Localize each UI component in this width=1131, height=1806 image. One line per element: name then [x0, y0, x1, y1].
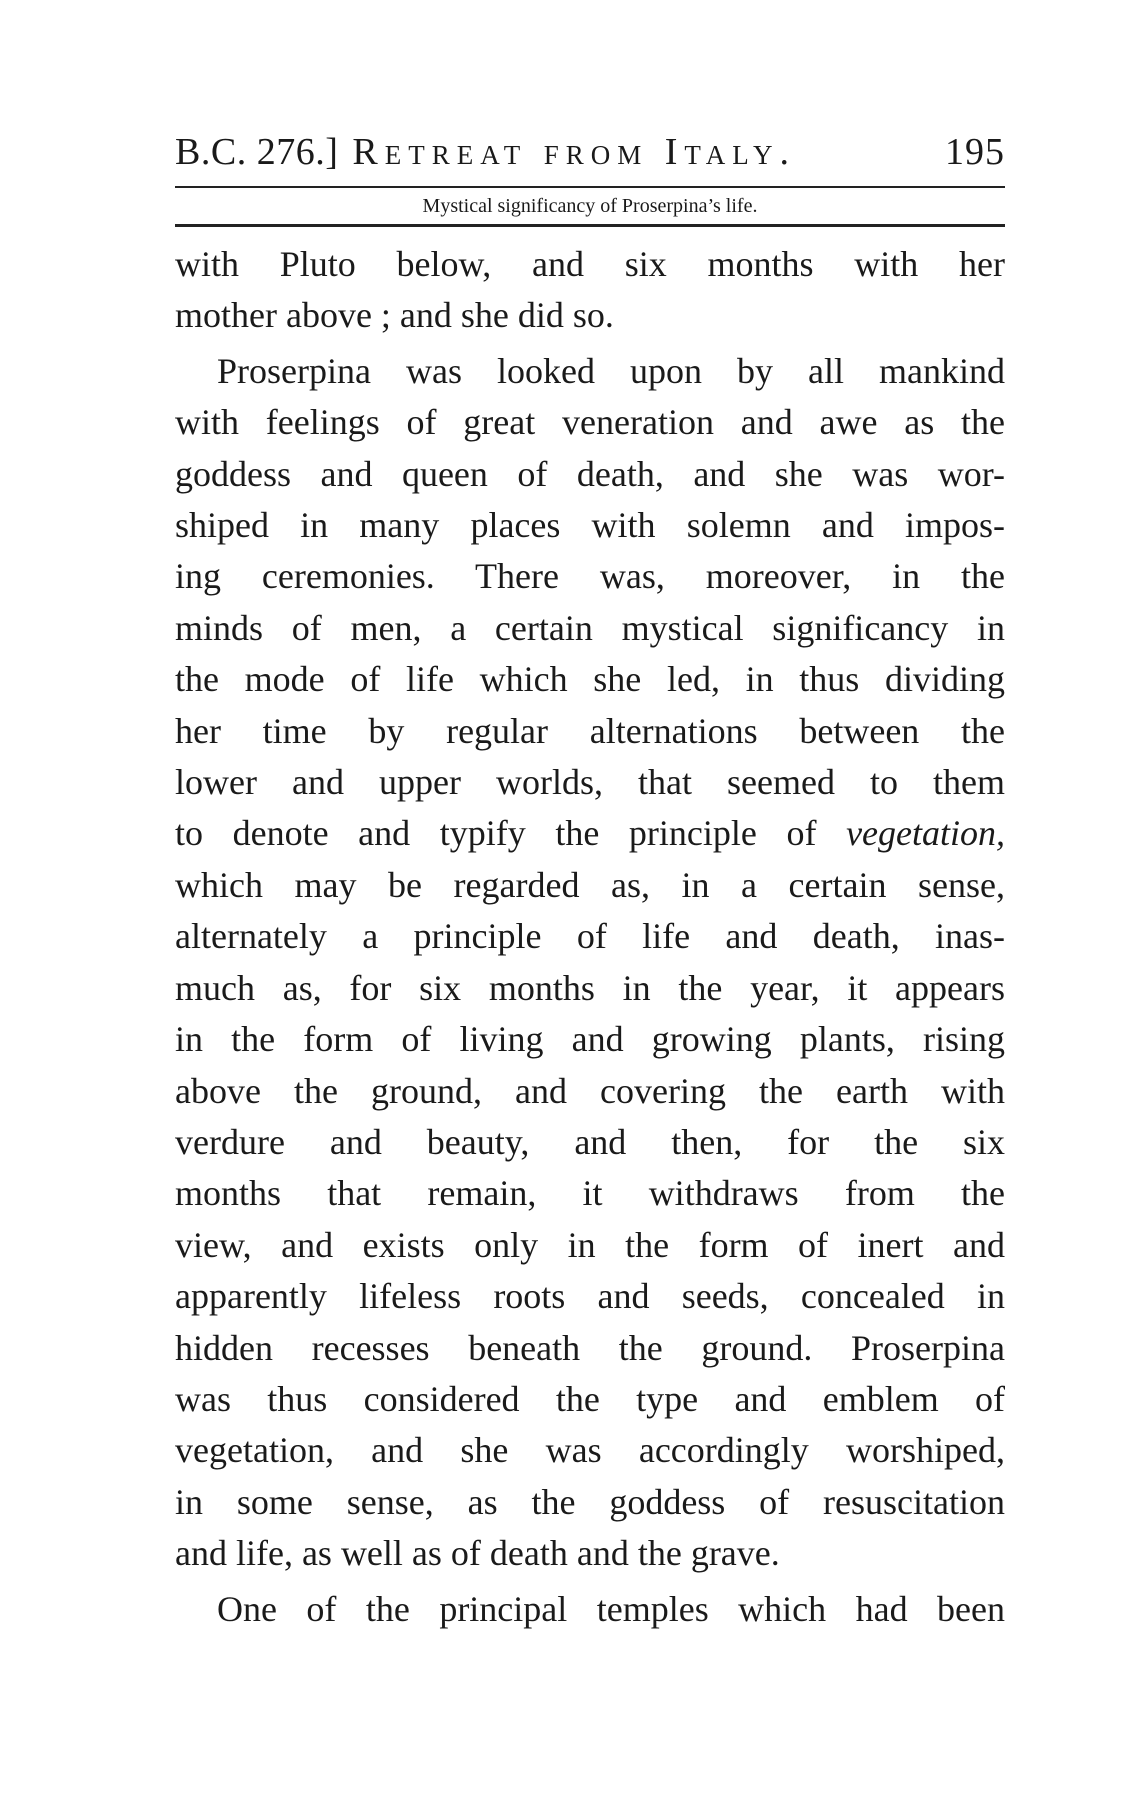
running-head-era: B.C. 276.] [175, 131, 339, 173]
book-page [175, 130, 1005, 1635]
text-line: months that remain, it withdraws from the [175, 1173, 1005, 1214]
paragraph-3 [175, 1584, 1005, 1635]
text-line: in some sense, as the goddess of resuscitation [175, 1481, 1005, 1522]
text-line: the mode of life which she led, in thus dividing [175, 659, 1005, 700]
text-line: alternately a principle of life and death, inas- [175, 916, 1005, 957]
paragraph-2 [175, 346, 1005, 1580]
text-segment: to denote and typify the principle of [175, 813, 817, 854]
subheading-rule [175, 224, 1005, 227]
running-head [175, 130, 1005, 180]
text-line: in the form of living and growing plants, rising [175, 1019, 1005, 1060]
text-line: was thus considered the type and emblem of [175, 1378, 1005, 1419]
text-line: with feelings of great veneration and awe as the [175, 402, 1005, 443]
text-line: Proserpina was looked upon by all mankind [217, 350, 1005, 391]
page-number: 195 [945, 131, 1005, 173]
text-line: verdure and beauty, and then, for the six [175, 1121, 1005, 1162]
text-line: apparently lifeless roots and seeds, concealed in [175, 1276, 1005, 1317]
text-line: minds of men, a certain mystical significancy in [175, 607, 1005, 648]
text-line: which may be regarded as, in a certain sense, [175, 864, 1005, 905]
text-line: hidden recesses beneath the ground. Proserpina [175, 1327, 1005, 1368]
text-line: and life, as well as of death and the grave. [175, 1533, 780, 1574]
running-head-title: Retreat from Italy. [352, 131, 796, 173]
text-line-with-italic [175, 808, 1005, 859]
text-line: shiped in many places with solemn and impos- [175, 505, 1005, 546]
text-line: view, and exists only in the form of inert and [175, 1224, 1005, 1265]
paragraph-1 [175, 239, 1005, 342]
header-rule [175, 186, 1005, 188]
italic-word: vegetation, [846, 813, 1006, 854]
text-line: above the ground, and covering the earth with [175, 1070, 1005, 1111]
marginal-subheading: Mystical significancy of Proserpina’s life. [422, 195, 758, 217]
text-line: vegetation, and she was accordingly worshiped, [175, 1430, 1005, 1471]
text-line: ing ceremonies. There was, moreover, in the [175, 556, 1005, 597]
text-line: lower and upper worlds, that seemed to them [175, 762, 1005, 803]
body-text [175, 239, 1005, 1635]
text-line: One of the principal temples which had been [217, 1588, 1005, 1629]
text-line: with Pluto below, and six months with her [175, 244, 1005, 284]
text-line: her time by regular alternations between the [175, 710, 1005, 751]
text-line: much as, for six months in the year, it appears [175, 967, 1005, 1008]
running-head-left [175, 130, 796, 174]
text-line: mother above ; and she did so. [175, 295, 614, 336]
text-line: goddess and queen of death, and she was wor- [175, 453, 1005, 494]
